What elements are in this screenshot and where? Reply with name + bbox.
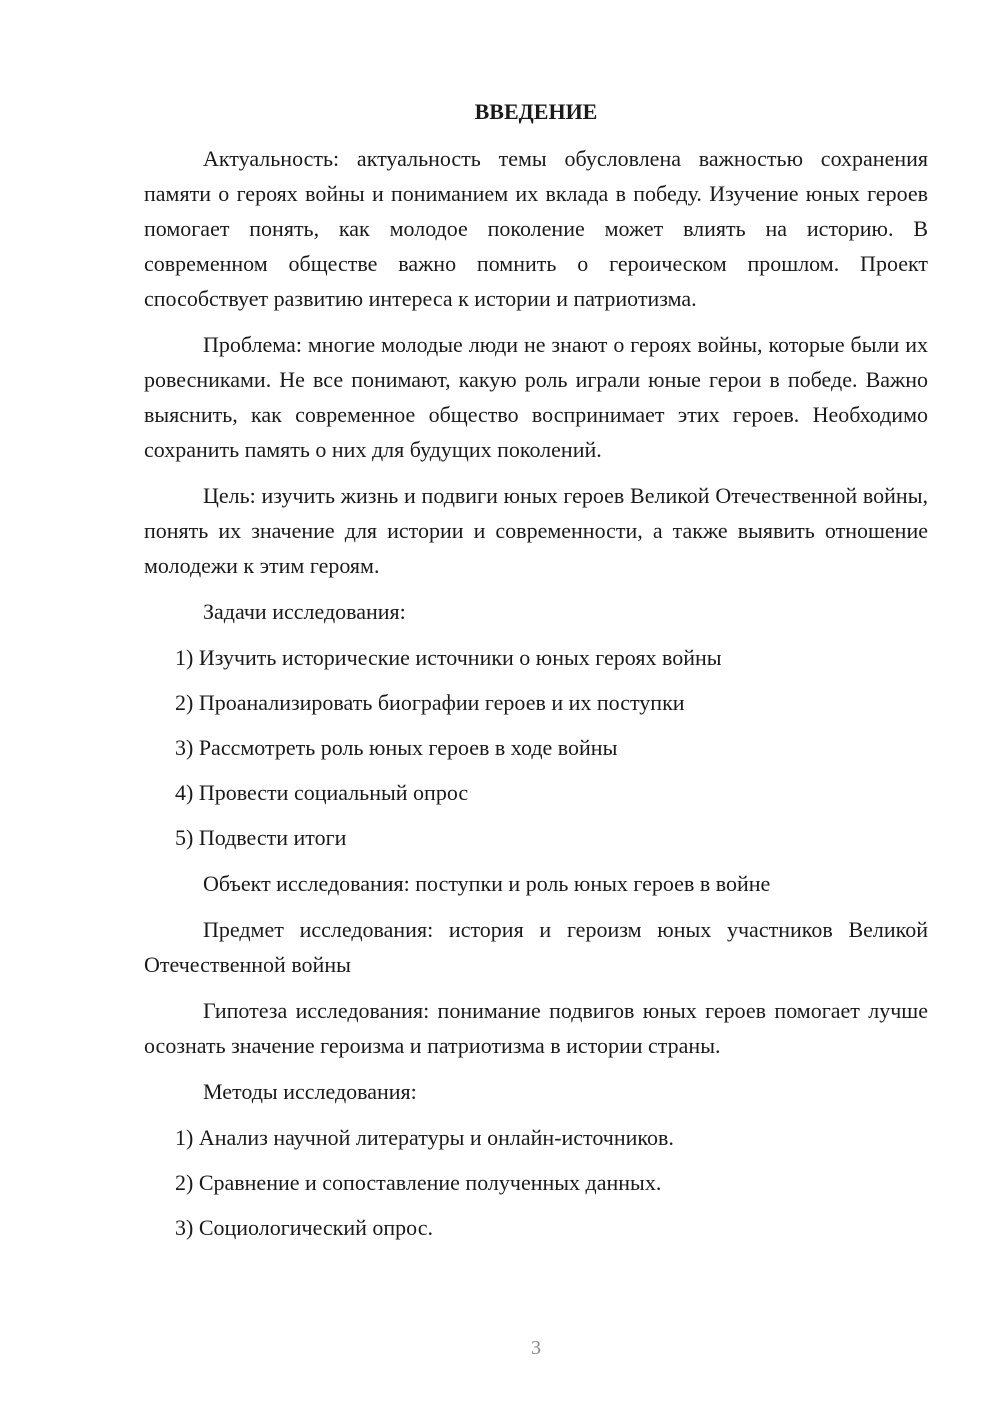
task-item: 3) Рассмотреть роль юных героев в ходе войны: [175, 735, 618, 760]
problem-paragraph: Проблема: многие молодые люди не знают о героях войны, которые были их ровесниками. Не все понимают, какую роль играли юные герои в победе. Важно выяснить, как современное общество воспринимает этих героев. Необходимо сохранить память о них для будущих поколений.: [144, 332, 928, 462]
methods-title: Методы исследования:: [203, 1079, 417, 1104]
section-heading: ВВЕДЕНИЕ: [474, 99, 598, 124]
method-item: 3) Социологический опрос.: [175, 1215, 433, 1240]
method-item: 2) Сравнение и сопоставление полученных данных.: [175, 1170, 662, 1195]
hypothesis-paragraph: Гипотеза исследования: понимание подвигов юных героев помогает лучше осознать значение героизма и патриотизма в истории страны.: [144, 998, 928, 1058]
method-item: 1) Анализ научной литературы и онлайн-источников.: [175, 1125, 674, 1150]
tasks-title: Задачи исследования:: [203, 599, 406, 624]
subject-paragraph: Предмет исследования: история и героизм юных участников Великой Отечественной войны: [144, 917, 928, 977]
relevance-paragraph: Актуальность: актуальность темы обусловлена важностью сохранения памяти о героях войны и пониманием их вклада в победу. Изучение юных героев помогает понять, как молодое поколение может влиять на историю. В современном обществе важно помнить о героическом прошлом. Проект способствует развитию интереса к истории и патриотизма.: [144, 146, 928, 311]
task-item: 4) Провести социальный опрос: [175, 780, 469, 805]
object-paragraph: Объект исследования: поступки и роль юных героев в войне: [203, 871, 771, 896]
task-item: 2) Проанализировать биографии героев и их поступки: [175, 690, 685, 715]
page-number-text: 3: [531, 1337, 541, 1359]
goal-paragraph: Цель: изучить жизнь и подвиги юных героев Великой Отечественной войны, понять их значение для истории и современности, а также выявить отношение молодежи к этим героям.: [144, 483, 928, 578]
methods-list: [144, 1120, 928, 1245]
task-item: 1) Изучить исторические источники о юных героях войны: [175, 645, 722, 670]
tasks-list: [144, 640, 928, 855]
page-number: [0, 1333, 1000, 1363]
task-item: 5) Подвести итоги: [175, 825, 347, 850]
page-content: [144, 94, 928, 1256]
